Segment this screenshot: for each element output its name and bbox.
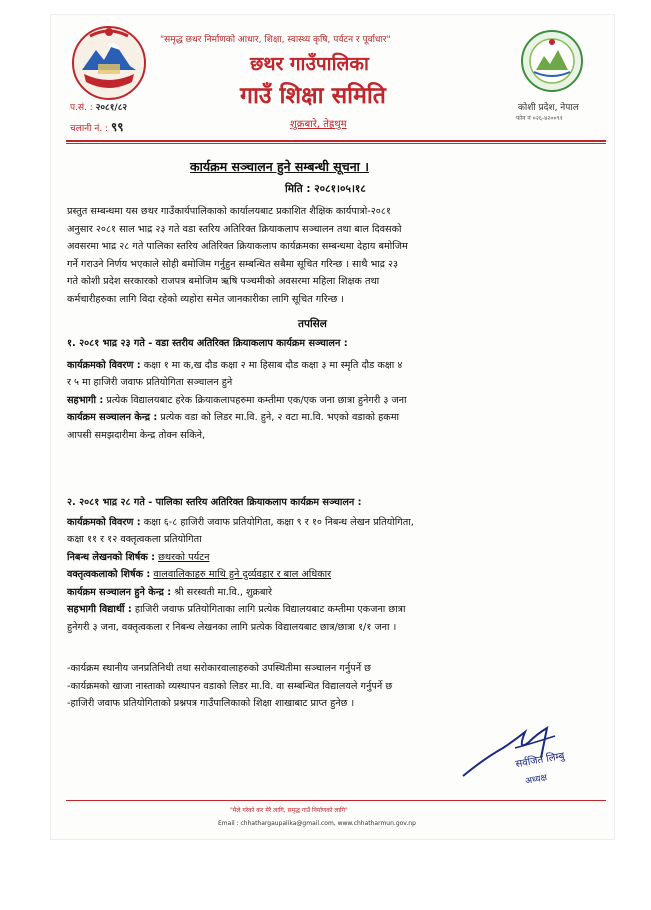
schedule-heading: तपसिल xyxy=(298,318,327,330)
section-1-desc-cont: र ५ मा हाजिरी जवाफ प्रतियोगिता सञ्चालन हुने xyxy=(67,377,233,388)
section-1-center-label: कार्यक्रम सञ्चालन केन्द्र : xyxy=(67,412,158,423)
intro-line: गते कोशी प्रदेश सरकारको राजपत्र बमोजिम ऋषि पञ्चमीको अवसरमा महिला शिक्षक तथा xyxy=(67,276,380,287)
notice-subject: कार्यक्रम सञ्चालन हुने सम्बन्धी सूचना । xyxy=(190,159,369,174)
section-2 xyxy=(67,494,607,636)
note-item: -कार्यक्रम स्थानीय जनप्रतिनिधी तथा सरोकारवालाहरुको उपस्थितीमा सञ्चालन गर्नुपर्ने छ xyxy=(67,663,371,674)
section-2-students: हाजिरी जवाफ प्रतियोगिताका लागि प्रत्येक विद्यालयबाट कम्तीमा एकजना छात्रा xyxy=(134,604,406,615)
section-1-desc: कक्षा १ मा क,ख दौड कक्षा २ मा हिसाब दौड कक्षा ३ मा स्मृति दौड कक्षा ४ xyxy=(143,359,403,371)
header-divider-blue xyxy=(66,143,606,144)
section-2-heading: २. २०८१ भाद्र २८ गते - पालिका स्तरिय अतिरिक्त क्रियाकलाप कार्यक्रम सञ्चालन : xyxy=(67,497,362,508)
section-2-students-cont: हुनेगरी ३ जना, वक्तृत्वकला र निबन्ध लेखनका लागि प्रत्येक विद्यालयबाट छात्र/छात्रा १/१ जना । xyxy=(67,621,397,633)
section-1-heading: १. २०८१ भाद्र २३ गते - वडा स्तरीय अतिरिक्त क्रियाकलाप कार्यक्रम सञ्चालन : xyxy=(67,338,348,349)
intro-line: अनुसार २०८१ साल भाद्र २३ गते वडा स्तरिय अतिरिक्त क्रियाकलाप सञ्चालन तथा बाल दिवसको xyxy=(67,223,402,235)
intro-line: प्रस्तुत सम्बन्धमा यस छथर गाउँकार्यपालिकाको कार्यालयबाट प्रकाशित शैक्षिक कार्यपात्रो-२०८१ xyxy=(67,206,391,217)
section-2-desc: कक्षा ६-८ हाजिरी जवाफ प्रतियोगिता, कक्षा ९ र १० निबन्ध लेखन प्रतियोगिता, xyxy=(143,516,414,528)
section-2-center: श्री सरस्वती मा.वि., शुक्रबारे xyxy=(174,586,273,598)
header-divider-red xyxy=(66,140,606,142)
section-2-essay-label: निबन्ध लेखनको शिर्षक : xyxy=(67,551,156,563)
signatory-title: अध्यक्ष xyxy=(524,773,548,787)
dispatch-number xyxy=(70,118,123,135)
province-phone: फोन नं ०२६-४२००९१ xyxy=(516,115,563,122)
municipality-motto: "समृद्ध छथर निर्माणको आधार, शिक्षा, स्वास्थ्य कृषि, पर्यटन र पूर्वाधार" xyxy=(160,35,391,45)
section-1 xyxy=(67,335,607,444)
section-1-participation: प्रत्येक विद्यालयबाट हरेक क्रियाकलापहरुमा कम्तीमा एक/एक जना छात्रा हुनेगरी ३ जना xyxy=(106,394,407,406)
notes-list xyxy=(67,660,607,713)
section-2-desc-label: कार्यक्रमको विवरण : xyxy=(67,516,141,528)
note-item: -हाजिरी जवाफ प्रतियोगिताको प्रश्नपत्र गाउँपालिकाको शिक्षा शाखाबाट प्राप्त हुनेछ । xyxy=(67,698,355,709)
section-2-students-label: सहभागी विद्यार्थी : xyxy=(67,604,132,615)
section-1-center: प्रत्येक वडा को लिडर मा.वि. हुने, २ वटा मा.वि. भएको वडाको हकमा xyxy=(160,412,400,423)
reference-value: २०८१/८२ xyxy=(95,103,128,113)
note-item: -कार्यक्रमको खाजा नास्ताको व्यस्थापन वडाको लिडर मा.वि. वा सम्बन्धित विद्यालयले गर्नुपर्ने छ xyxy=(67,680,393,692)
signatory-name: सर्वजित लिम्बु xyxy=(514,750,566,771)
reference-label: प.सं. : xyxy=(70,103,93,113)
section-1-participation-label: सहभागी : xyxy=(67,394,104,406)
section-2-desc-cont: कक्षा ११ र १२ वक्तृत्वकला प्रतियोगिता xyxy=(67,534,202,545)
intro-line: गर्ने गराउने निर्णय भएकाले सोही बमोजिम गर्नुहुन सम्बन्धित सबैमा सूचित गरिन्छ । साथै भाद्र २३ xyxy=(67,258,399,270)
nepal-emblem-icon xyxy=(70,24,148,102)
footer-contact: Email : chhathargaupalika@gmail.com, www.chhatharmun.gov.np xyxy=(218,820,416,827)
section-2-speech-label: वक्तृत्वकलाको शिर्षक : xyxy=(67,569,151,580)
province-name: कोशी प्रदेश, नेपाल xyxy=(518,103,579,113)
section-1-desc-label: कार्यक्रमको विवरण : xyxy=(67,359,141,371)
intro-line: कर्मचारीहरुका लागि विदा रहेको व्यहोरा समेत जानकारीका लागि सूचित गरिन्छ । xyxy=(67,293,344,305)
reference-number xyxy=(70,100,127,113)
notice-date: मिति : २०८१।०५।१८ xyxy=(285,183,366,195)
section-2-center-label: कार्यक्रम सञ्चालन हुने केन्द्र : xyxy=(67,586,172,598)
dispatch-label: चलानी नं. : xyxy=(70,124,109,134)
dispatch-value: ९९ xyxy=(110,120,124,134)
koshi-province-emblem-icon xyxy=(520,28,584,94)
committee-name: गाउँ शिक्षा समिति xyxy=(240,83,386,109)
section-2-essay-topic: छथरको पर्यटन xyxy=(158,551,210,563)
intro-line: अवसरमा भाद्र २८ गते पालिका स्तरिय अतिरिक्त क्रियाकलाप कार्यक्रमका सम्बन्धमा देहाय बमोजिम xyxy=(67,241,408,252)
office-address: शुक्रबारे, तेह्रथुम xyxy=(290,119,347,130)
footer-divider xyxy=(66,800,606,801)
intro-paragraph xyxy=(67,203,607,308)
office-name: छथर गाउँपालिका xyxy=(250,53,369,75)
footer-slogan: "मैले गरेको कर मेरै लागि, समृद्ध गाउँ निर्माणको लागि" xyxy=(230,807,348,814)
section-1-center-cont: आपसी समझदारीमा केन्द्र तोक्न सकिने, xyxy=(67,429,206,441)
section-2-speech-topic: वालवालिकाहरु माथि हुने दुर्व्यवहार र बाल अधिकार xyxy=(153,569,332,580)
